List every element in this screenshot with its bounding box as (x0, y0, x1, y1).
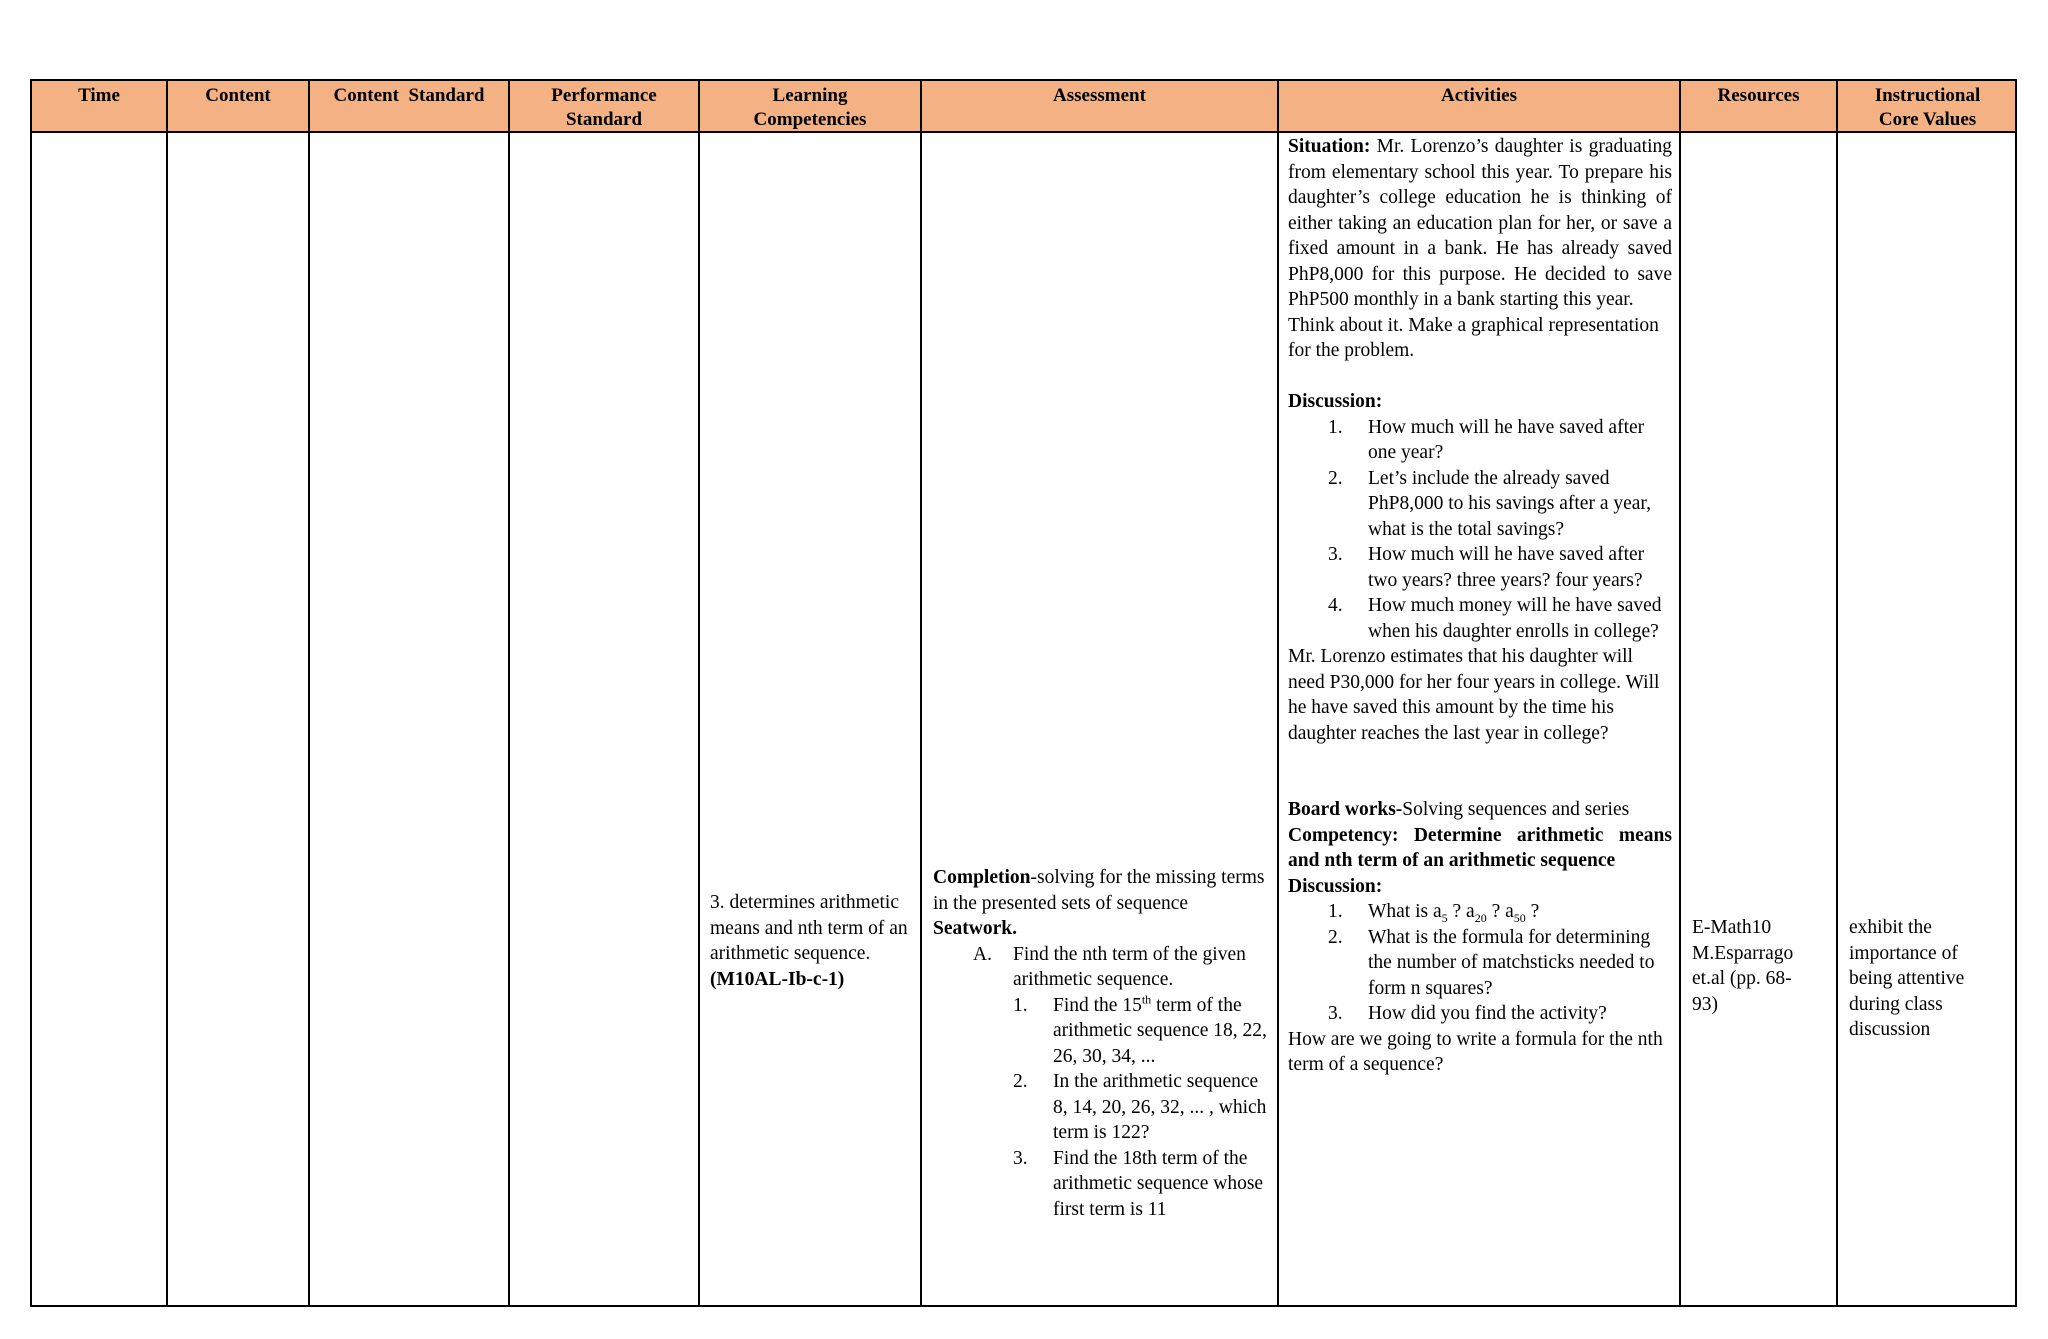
item-number: A. (973, 943, 992, 965)
item-number: 3. (1013, 1147, 1028, 1169)
completion-text: -solving for the missing terms in the presented sets of sequence (933, 867, 1265, 914)
item-text-cont: ? a (1447, 901, 1475, 922)
competency-text: 3. determines arithmetic means and nth term of an arithmetic sequence. (710, 892, 908, 964)
header-learning-competencies: Learning Competencies (753, 85, 867, 130)
assessment-cell (933, 865, 1273, 1222)
header-content: Content (205, 85, 271, 106)
discussion2-label: Discussion: (1288, 875, 1383, 897)
item-text: How did you find the activity? (1368, 1003, 1607, 1024)
item-text: Find the 18th term of the arithmetic sequence whose first term is 11 (1053, 1147, 1264, 1220)
core-values-cell: exhibit the importance of being attentive during class discussion (1849, 917, 1965, 1040)
board-works-text: Solving sequences and series (1402, 799, 1630, 820)
item-number: 2. (1013, 1071, 1028, 1092)
column-divider (166, 81, 168, 1305)
competency-cell (710, 890, 915, 992)
list-item (933, 993, 1273, 1070)
discussion-label: Discussion: (1288, 391, 1383, 412)
list-item (1288, 593, 1672, 644)
list-item (1288, 542, 1672, 593)
item-number: 2. (1328, 926, 1343, 948)
item-number: 3. (1328, 544, 1343, 565)
subscript: 5 (1441, 910, 1448, 925)
item-number: 1. (1013, 994, 1028, 1016)
estimate-text: Mr. Lorenzo estimates that his daughter will need P30,000 for her four years in college. Will he have saved this amount by the time his daughter reaches the last year in college? (1288, 646, 1660, 744)
closing-question: How are we going to write a formula for the nth term of a sequence? (1288, 1028, 1663, 1075)
item-number: 1. (1328, 416, 1343, 438)
header-content-standard: Content Standard (333, 85, 485, 106)
assessment-item-a (933, 942, 1273, 993)
subscript: 20 (1474, 910, 1487, 925)
list-item (1288, 466, 1672, 543)
list-item (933, 1069, 1273, 1146)
lesson-plan-table (30, 79, 2017, 1307)
situation-label: Situation: (1288, 136, 1371, 157)
item-text: How much money will he have saved when his daughter enrolls in college? (1368, 595, 1662, 642)
board-works-paragraph (1288, 797, 1672, 823)
item-text: In the arithmetic sequence 8, 14, 20, 26, 32, ... , which term is 122? (1053, 1071, 1267, 1143)
column-divider (920, 81, 922, 1305)
situation-text: Mr. Lorenzo’s daughter is graduating from elementary school this year. To prepare his daughter’s college education he is thinking of either taking an education plan for her, or save a fixed amount in a bank. He has already saved PhP8,000 for this purpose. He decided to save PhP500 monthly in a bank starting this year. (1288, 136, 1672, 310)
item-text: Let’s include the already saved PhP8,000 to his savings after a year, what is the total savings? (1368, 467, 1652, 540)
item-number: 1. (1328, 901, 1343, 922)
item-text: Find the 15 (1053, 994, 1142, 1016)
item-number: 2. (1328, 467, 1343, 489)
header-core-values: Instructional Core Values (1874, 85, 1981, 130)
column-divider (1679, 81, 1681, 1305)
competency-statement: Competency: Determine arithmetic means and nth term of an arithmetic sequence (1288, 824, 1672, 871)
column-divider (508, 81, 510, 1305)
activities-cell (1288, 134, 1672, 1078)
item-text: How much will he have saved after one year? (1368, 416, 1645, 463)
header-performance-standard: Performance Standard (551, 85, 657, 130)
item-text-cont: ? a (1486, 901, 1514, 922)
header-time: Time (78, 85, 120, 106)
item-text: What is the formula for determining the number of matchsticks needed to form n squares? (1368, 926, 1655, 999)
subscript: 50 (1513, 910, 1526, 925)
header-activities: Activities (1441, 85, 1517, 106)
situation-paragraph (1288, 134, 1672, 313)
item-number: 4. (1328, 595, 1343, 616)
list-item (1288, 899, 1672, 925)
item-text-cont: term of the arithmetic sequence 18, 22, 26, 30, 34, ... (1053, 994, 1267, 1067)
column-divider (1277, 81, 1279, 1305)
item-superscript: th (1141, 992, 1152, 1006)
column-divider (308, 81, 310, 1305)
table-header-row (32, 81, 2015, 133)
item-text: Find the nth term of the given arithmetic sequence. (1013, 943, 1246, 990)
column-divider (1836, 81, 1838, 1305)
list-item (1288, 1001, 1672, 1027)
item-text-cont: ? (1525, 901, 1540, 922)
completion-label: Completion (933, 867, 1031, 888)
header-resources: Resources (1717, 85, 1800, 106)
list-item (1288, 925, 1672, 1002)
completion-paragraph (933, 865, 1273, 916)
resources-cell: E-Math10 M.Esparrago et.al (pp. 68-93) (1692, 917, 1794, 1015)
item-text: What is a (1368, 901, 1442, 922)
header-assessment: Assessment (1053, 85, 1146, 106)
seatwork-label: Seatwork. (933, 918, 1017, 939)
column-divider (698, 81, 700, 1305)
competency-code: (M10AL-Ib-c-1) (710, 968, 845, 990)
item-text: How much will he have saved after two years? three years? four years? (1368, 544, 1645, 591)
think-text: Think about it. Make a graphical representation for the problem. (1288, 314, 1659, 361)
list-item (933, 1146, 1273, 1223)
board-works-label: Board works- (1288, 799, 1403, 820)
list-item (1288, 415, 1672, 466)
item-number: 3. (1328, 1003, 1343, 1024)
